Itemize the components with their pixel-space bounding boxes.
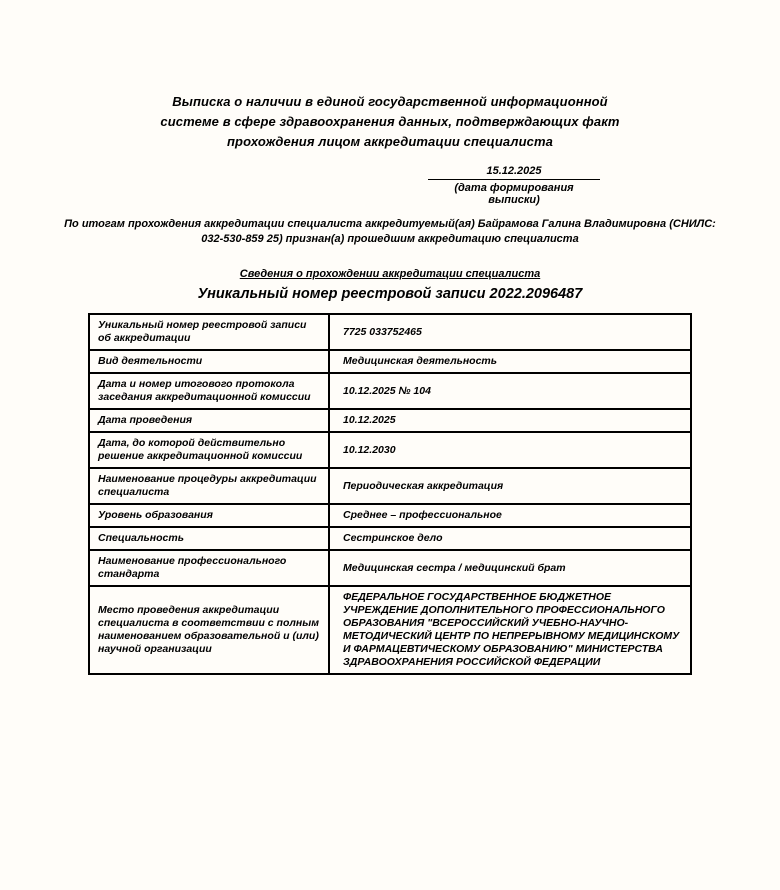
row-label: Наименование профессионального стандарта <box>89 550 329 586</box>
row-value: Периодическая аккредитация <box>329 468 691 504</box>
row-label: Дата проведения <box>89 409 329 432</box>
registry-number-heading: Уникальный номер реестровой записи 2022.2096487 <box>197 286 583 302</box>
document-title <box>0 92 780 152</box>
row-value: 10.12.2025 <box>329 409 691 432</box>
row-label: Дата, до которой действительно решение аккредитационной комиссии <box>89 432 329 468</box>
row-value: Медицинская деятельность <box>329 350 691 373</box>
row-value: Сестринское дело <box>329 527 691 550</box>
row-label: Место проведения аккредитации специалиста в соответствии с полным наименованием образовательной и (или) научной организации <box>89 586 329 674</box>
table-row-protocol-date-number <box>89 373 691 409</box>
row-label: Уровень образования <box>89 504 329 527</box>
formation-date-block <box>428 165 600 206</box>
table-row-education-level <box>89 504 691 527</box>
table-row-specialty <box>89 527 691 550</box>
accreditation-result-paragraph <box>60 217 720 247</box>
table-row-accreditation-place <box>89 586 691 674</box>
table-row-professional-standard <box>89 550 691 586</box>
row-label: Уникальный номер реестровой записи об аккредитации <box>89 314 329 350</box>
table-row-registry-number <box>89 314 691 350</box>
formation-date: 15.12.2025 <box>428 165 600 180</box>
document-title-line: системе в сфере здравоохранения данных, подтверждающих факт <box>160 114 620 129</box>
row-value: 7725 033752465 <box>329 314 691 350</box>
row-label: Дата и номер итогового протокола заседания аккредитационной комиссии <box>89 373 329 409</box>
row-value: Медицинская сестра / медицинский брат <box>329 550 691 586</box>
formation-date-caption: (дата формирования выписки) <box>454 182 574 206</box>
table-row-procedure-name <box>89 468 691 504</box>
row-label: Вид деятельности <box>89 350 329 373</box>
accreditation-result-text: По итогам прохождения аккредитации специалиста аккредитуемый(ая) Байрамова Галина Владимировна (СНИЛС: 032-530-859 25) признан(а) прошедшим аккредитацию специалиста <box>64 218 716 245</box>
document-title-line: Выписка о наличии в единой государственной информационной <box>172 94 608 109</box>
section-heading: Сведения о прохождении аккредитации специалиста <box>239 268 541 280</box>
row-value: 10.12.2030 <box>329 432 691 468</box>
table-row-valid-until-date <box>89 432 691 468</box>
row-label: Специальность <box>89 527 329 550</box>
accreditation-details-table <box>88 313 692 675</box>
table-row-conduct-date <box>89 409 691 432</box>
document-title-line: прохождения лицом аккредитации специалиста <box>227 134 553 149</box>
row-value: Среднее – профессиональное <box>329 504 691 527</box>
row-value: 10.12.2025 № 104 <box>329 373 691 409</box>
table-row-activity-type <box>89 350 691 373</box>
row-value: ФЕДЕРАЛЬНОЕ ГОСУДАРСТВЕННОЕ БЮДЖЕТНОЕ УЧРЕЖДЕНИЕ ДОПОЛНИТЕЛЬНОГО ПРОФЕССИОНАЛЬНОГО ОБРАЗОВАНИЯ "ВСЕРОССИЙСКИЙ УЧЕБНО-НАУЧНО-МЕТОДИЧЕСКИЙ ЦЕНТР ПО НЕПРЕРЫВНОМУ МЕДИЦИНСКОМУ И ФАРМАЦЕВТИЧЕСКОМУ ОБРАЗОВАНИЮ" МИНИСТЕРСТВА ЗДРАВООХРАНЕНИЯ РОССИЙСКОЙ ФЕДЕРАЦИИ <box>329 586 691 674</box>
row-label: Наименование процедуры аккредитации специалиста <box>89 468 329 504</box>
